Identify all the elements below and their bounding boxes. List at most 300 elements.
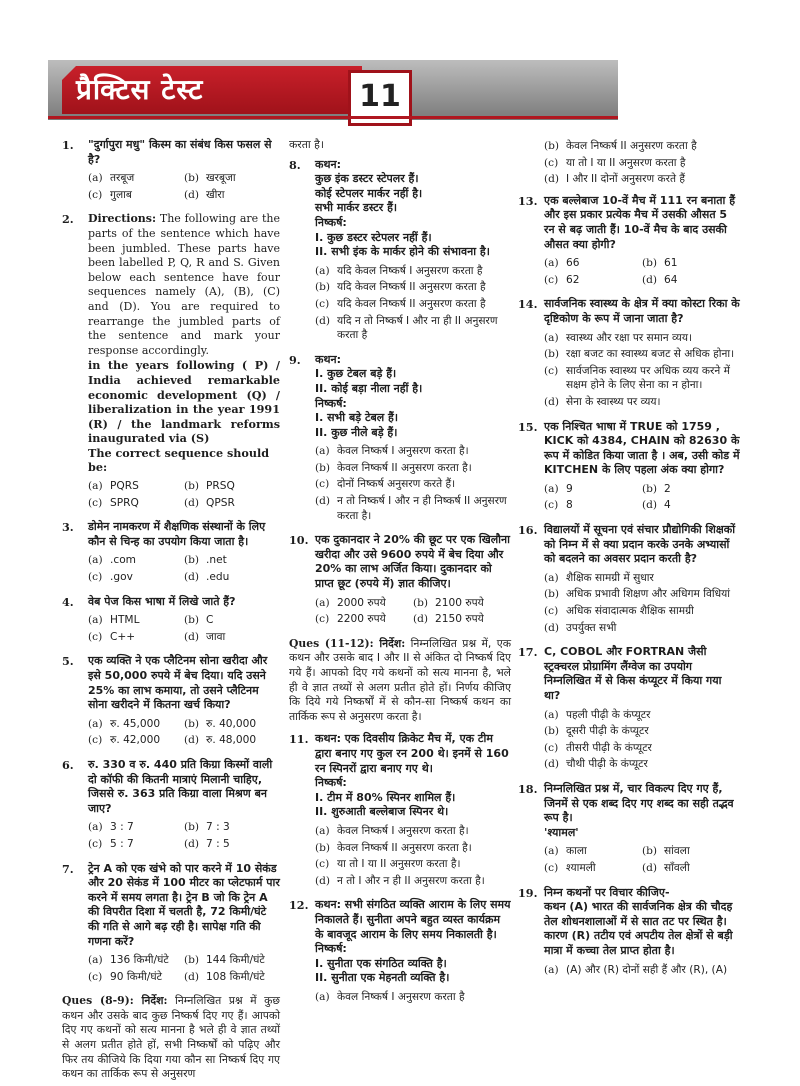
option-d: [315, 493, 511, 524]
option-text: 144 किमी/घंटे: [206, 954, 265, 967]
directions-8-9: [62, 994, 280, 1082]
option-letter: (b): [413, 596, 429, 609]
question-text: कथन: सभी संगठित व्यक्ति आराम के लिए समय निकालते हैं। सुनीता अपने बहुत व्यस्त कार्यक्रम के बावजूद आराम के लिए समय निकालती है।: [315, 898, 511, 941]
conclusions: [315, 231, 511, 260]
option-text: या तो I या II अनुसरण करता है: [566, 156, 686, 169]
option-letter: (d): [184, 837, 200, 850]
options: [88, 170, 280, 203]
question-text: "दुर्गापुरा मधु" किस्म का संबंध किस फसल से है?: [88, 138, 272, 166]
option-letter: (b): [184, 614, 200, 627]
option-b: [184, 552, 280, 569]
option-a: [88, 170, 184, 187]
question-text: निम्न कथनों पर विचार कीजिए-: [544, 885, 670, 899]
option-a: [88, 552, 184, 569]
options: [315, 263, 511, 344]
option-text: C: [206, 614, 214, 627]
option-d: [642, 860, 740, 877]
directions-text: निम्नलिखित प्रश्न में, एक कथन और उसके बाद I और II से अंकित दो निष्कर्ष दिए गये हैं। आपको दिए गये कथनों को सत्य मानना है, भले ही वे ज्ञात तथ्यों से अलग प्रतीत होते हों। निर्णय कीजिए कि दिये गये निष्कर्षों में से कौन-सा निष्कर्ष कथन का तार्किक रूप से अनुसरण करता है।: [289, 636, 512, 723]
option-d: [184, 495, 280, 512]
option-letter: (c): [88, 837, 103, 850]
option-letter: (c): [544, 364, 559, 377]
statements: [315, 367, 511, 396]
question-17: [518, 645, 740, 773]
option-letter: (a): [88, 717, 103, 730]
text-line: कोई स्टेपलर मार्कर नहीं है।: [315, 186, 423, 200]
directions-text: निम्नलिखित प्रश्न में कुछ कथन और उसके बाद कुछ निष्कर्ष दिए गए हैं। आपको दिए गए कथनों को सत्य मानना है भले ही वे ज्ञात तथ्यों से अलग प्रतीत होते हों, सभी निष्कर्षों को पढ़िए और फिर तय कीजिये कि दिया गया कौन सा निष्कर्ष दिए गए कथन का तार्किक रूप से अनुसरण: [62, 994, 280, 1081]
option-letter: (c): [315, 858, 330, 871]
option-text: यदि केवल निष्कर्ष I अनुसरण करता है: [337, 264, 483, 277]
option-text: न तो निष्कर्ष I और न ही निष्कर्ष II अनुसरण करता है।: [337, 495, 507, 522]
option-letter: (c): [315, 297, 330, 310]
option-text: 7 : 5: [206, 837, 230, 850]
option-c: [544, 740, 740, 757]
question-18: [518, 782, 740, 877]
options: [544, 707, 740, 773]
text-line: II. शुरुआती बल्लेबाज स्पिनर थे।: [315, 805, 449, 819]
option-b: [642, 255, 740, 272]
option-d: [184, 187, 280, 204]
option-letter: (c): [88, 188, 103, 201]
option-letter: (a): [88, 554, 103, 567]
question-text: C, COBOL और FORTRAN जैसी स्ट्रक्चरल प्रोग्रामिंग लैंग्वेज का उपयोग निम्नलिखित में से किस कंप्यूटर में किया गया था?: [544, 645, 722, 702]
option-text: यदि केवल निष्कर्ष II अनुसरण करता है: [337, 297, 486, 310]
option-letter: (c): [88, 496, 103, 509]
option-c: [315, 296, 511, 313]
question-12: [289, 898, 511, 1005]
option-c: [544, 272, 642, 289]
option-text: दूसरी पीढ़ी के कंप्यूटर: [566, 725, 649, 738]
directions-label: Ques (8-9): निर्देश:: [62, 994, 168, 1008]
options: [88, 612, 280, 645]
option-letter: (d): [184, 571, 200, 584]
option-a: [544, 707, 740, 724]
option-text: शैक्षिक सामग्री में सुधार: [566, 571, 654, 584]
question-1: [62, 138, 280, 203]
text-line: सभी मार्कर डस्टर हैं।: [315, 201, 398, 215]
option-text: सेना के स्वास्थ्य पर व्यय।: [566, 395, 661, 408]
option-b: [544, 586, 740, 603]
question-number: 17.: [518, 645, 538, 660]
option-a: [88, 819, 184, 836]
option-letter: (a): [315, 264, 330, 277]
option-b: [184, 478, 280, 495]
option-text: 2000 रुपये: [337, 596, 386, 609]
option-b: [184, 716, 280, 733]
option-c: [544, 497, 642, 514]
options: [88, 716, 280, 749]
option-b: [315, 460, 511, 477]
option-c: [88, 969, 184, 986]
option-c: [315, 856, 511, 873]
option-letter: (a): [544, 963, 559, 976]
option-letter: (b): [184, 554, 200, 567]
option-text: HTML: [110, 614, 140, 627]
option-letter: (a): [315, 445, 330, 458]
question-number: 16.: [518, 523, 538, 538]
column-2: [289, 138, 511, 1014]
test-number: 11: [359, 79, 401, 114]
option-letter: (b): [184, 172, 200, 185]
option-text: 5 : 7: [110, 837, 134, 850]
option-letter: (a): [315, 824, 330, 837]
options: [88, 478, 280, 511]
option-letter: (b): [184, 821, 200, 834]
question-number: 6.: [62, 757, 74, 772]
column-1: [62, 138, 280, 1086]
option-letter: (c): [88, 734, 103, 747]
option-text: जावा: [206, 630, 226, 643]
option-letter: (c): [88, 630, 103, 643]
option-letter: (a): [88, 821, 103, 834]
question-13: [518, 194, 740, 289]
option-a: [315, 443, 511, 460]
question-text: रु. 330 व रु. 440 प्रति किग्रा किस्मों वाली दो कॉफी की कितनी मात्राएं मिलानी चाहिए, जिससे रु. 363 प्रति किग्रा वाला मिश्रण बन जाए?: [88, 757, 273, 815]
option-letter: (d): [315, 874, 331, 887]
option-b: [544, 723, 740, 740]
option-a: [315, 263, 511, 280]
option-a: [88, 612, 184, 629]
option-text: दोनों निष्कर्ष अनुसरण करते हैं।: [337, 478, 456, 491]
option-letter: (c): [88, 571, 103, 584]
option-text: अधिक प्रभावी शिक्षण और अधिगम विधियां: [566, 588, 730, 601]
option-letter: (c): [315, 613, 330, 626]
option-a: [544, 570, 740, 587]
option-text: केवल निष्कर्ष II अनुसरण करता है: [566, 140, 697, 152]
option-text: यदि न तो निष्कर्ष I और ना ही II अनुसरण करता है: [337, 314, 498, 342]
option-text: PQRS: [110, 480, 139, 493]
question-number: 19.: [518, 885, 538, 900]
option-a: [544, 481, 642, 498]
option-letter: (d): [315, 495, 331, 508]
question-number: 9.: [289, 352, 301, 367]
question-12-continued: [518, 138, 740, 188]
question-16: [518, 523, 740, 636]
option-text: रु. 42,000: [110, 734, 161, 747]
options: [88, 952, 280, 985]
option-d: [184, 629, 280, 646]
option-letter: (a): [315, 990, 330, 1003]
option-letter: (c): [544, 156, 559, 169]
option-text: 66: [566, 257, 580, 270]
options: [88, 819, 280, 852]
options: [544, 330, 740, 411]
option-text: 4: [664, 499, 671, 512]
option-a: [88, 716, 184, 733]
option-text: 90 किमी/घंटे: [110, 970, 162, 983]
option-c: [315, 476, 511, 493]
option-d: [544, 756, 740, 773]
option-letter: (d): [544, 173, 560, 186]
option-c: [315, 611, 413, 628]
option-letter: (c): [544, 605, 559, 618]
directions-label: Ques (11-12): निर्देश:: [289, 636, 406, 650]
option-text: तरबूज: [110, 172, 135, 185]
question-6: [62, 758, 280, 853]
option-d: [413, 611, 511, 628]
option-c: [88, 836, 184, 853]
option-b: [642, 843, 740, 860]
option-a: [315, 989, 511, 1006]
option-letter: (b): [184, 480, 200, 493]
header-banner: [48, 60, 618, 136]
options: [544, 481, 740, 514]
question-number: 15.: [518, 419, 538, 434]
option-letter: (a): [544, 331, 559, 344]
question-number: 3.: [62, 520, 74, 535]
conclusions: [315, 411, 511, 440]
option-d: [184, 969, 280, 986]
option-c: [88, 732, 184, 749]
option-letter: (d): [413, 613, 429, 626]
option-d: [544, 394, 740, 411]
option-letter: (b): [544, 140, 560, 152]
options: [88, 552, 280, 585]
option-letter: (d): [642, 499, 658, 512]
conclusion-label: निष्कर्ष:: [315, 776, 347, 790]
question-text: सार्वजनिक स्वास्थ्य के क्षेत्र में क्या कोस्टा रिका के दृष्टिकोण के रूप में जाना जाता है?: [544, 297, 740, 325]
text-line: I. कुछ डस्टर स्टेपलर नहीं हैं।: [315, 230, 432, 244]
option-text: काला: [566, 845, 587, 858]
option-letter: (b): [642, 845, 658, 858]
option-letter: (b): [544, 588, 560, 601]
text-line: I. सुनीता एक संगठित व्यक्ति है।: [315, 956, 447, 970]
option-b: [315, 279, 511, 296]
option-text: 108 किमी/घंटे: [206, 970, 265, 983]
option-letter: (b): [184, 954, 200, 967]
question-text: [88, 212, 280, 358]
option-letter: (a): [544, 845, 559, 858]
option-b: [184, 612, 280, 629]
text-line: II. सुनीता एक मेहनती व्यक्ति है।: [315, 971, 450, 985]
option-text: .net: [206, 554, 227, 567]
conclusion-label: निष्कर्ष:: [315, 396, 347, 410]
option-letter: (c): [544, 741, 559, 754]
option-text: रु. 40,000: [206, 717, 257, 730]
option-d: [315, 873, 511, 890]
option-b: [544, 346, 740, 363]
option-b: [413, 595, 511, 612]
text-line: I. टीम में 80% स्पिनर शामिल हैं।: [315, 790, 456, 804]
text-line: I. सभी बड़े टेबल हैं।: [315, 411, 399, 425]
option-letter: (a): [88, 614, 103, 627]
text-line: कारण (R) तटीय एवं अपटीय तेल क्षेत्रों से बड़ी मात्रा में कच्चा तेल प्राप्त होता है।: [544, 929, 733, 957]
option-c: [88, 187, 184, 204]
option-text: गुलाब: [110, 188, 132, 201]
option-text: केवल निष्कर्ष I अनुसरण करता है।: [337, 824, 469, 837]
question-5: [62, 654, 280, 749]
option-d: [184, 569, 280, 586]
option-letter: (a): [88, 954, 103, 967]
options: [315, 823, 511, 889]
option-letter: (a): [88, 172, 103, 185]
option-letter: (d): [184, 970, 200, 983]
option-letter: (b): [642, 482, 658, 495]
header-underline: [48, 116, 618, 119]
option-b: [184, 819, 280, 836]
option-text: 3 : 7: [110, 821, 134, 834]
question-9: [289, 353, 511, 525]
question-number: 8.: [289, 157, 301, 172]
option-letter: (c): [315, 478, 330, 491]
jumbled-sentence: in the years following ( P) / India achieved remarkable economic development (Q) / liberalization in the year 1991 (R) / the landmark reforms inaugurated via (S): [88, 358, 280, 446]
option-text: पहली पीढ़ी के कंप्यूटर: [566, 708, 651, 721]
option-letter: (a): [315, 596, 330, 609]
option-text: .edu: [206, 571, 230, 584]
option-text: 64: [664, 273, 678, 286]
option-letter: (b): [544, 348, 560, 361]
question-text: डोमेन नामकरण में शैक्षणिक संस्थानों के लिए कौन से चिन्ह का उपयोग किया जाता है।: [88, 520, 266, 548]
assertion-reason: [544, 900, 740, 958]
question-14: [518, 297, 740, 410]
text-line: II. कोई बड़ा नीला नहीं है।: [315, 381, 423, 395]
option-d: [642, 497, 740, 514]
option-c: [544, 363, 740, 394]
option-a: [544, 843, 642, 860]
question-text: एक व्यक्ति ने एक प्लैटिनम सोना खरीदा और इसे 50,000 रुपये में बेच दिया। यदि उसने 25% का लाभ कमाया, तो उसने प्लैटिनम सोना खरीदने में कितना खर्च किया?: [88, 654, 268, 712]
option-a: [544, 330, 740, 347]
option-d: [544, 171, 740, 188]
question-text: वेब पेज किस भाषा में लिखे जाते हैं?: [88, 594, 236, 608]
option-text: श्यामली: [566, 861, 596, 874]
option-d: [184, 836, 280, 853]
question-text: एक बल्लेबाज 10-वें मैच में 111 रन बनाता हैं और इस प्रकार प्रत्येक मैच में उसकी औसत 5 रन से बढ़ जाती हैं। 10-वें मैच के बाद उसकी औसत क्या होगी?: [544, 193, 736, 251]
option-text: 2150 रुपये: [435, 613, 484, 626]
question-10: [289, 533, 511, 628]
option-letter: (d): [544, 621, 560, 634]
option-a: [544, 962, 740, 979]
option-text: रक्षा बजट का स्वास्थ्य बजट से अधिक होना।: [566, 348, 735, 361]
option-letter: (c): [544, 861, 559, 874]
option-text: केवल निष्कर्ष II अनुसरण करता है।: [337, 461, 472, 474]
option-letter: (d): [184, 188, 200, 201]
question-text: निम्नलिखित प्रश्न में, चार विकल्प दिए गए हैं, जिनमें से एक शब्द दिए गए शब्द का सही तद्भव रूप है।: [544, 781, 734, 825]
option-letter: (d): [184, 734, 200, 747]
option-letter: (b): [642, 257, 658, 270]
option-text: 136 किमी/घंटे: [110, 954, 169, 967]
option-letter: (b): [544, 725, 560, 738]
option-a: [88, 478, 184, 495]
option-text: साँवली: [664, 861, 690, 874]
options: [544, 255, 740, 288]
option-text: .gov: [110, 571, 133, 584]
conclusion-label: निष्कर्ष:: [315, 215, 347, 229]
question-number: 5.: [62, 654, 74, 669]
question-7: [62, 862, 280, 986]
option-text: 2200 रुपये: [337, 613, 386, 626]
column-3: [518, 138, 740, 987]
options: [315, 595, 511, 628]
question-text: एक निश्चित भाषा में TRUE को 1759 , KICK को 4384, CHAIN को 82630 के रूप में कोडित किया जाता है । अब, उसी कोड में KITCHEN के लिए पहला अंक क्या होगा?: [544, 419, 740, 477]
option-text: या तो I या II अनुसरण करता है।: [337, 858, 461, 871]
question-15: [518, 420, 740, 515]
option-d: [642, 272, 740, 289]
option-letter: (a): [88, 480, 103, 493]
option-b: [184, 170, 280, 187]
option-text: SPRQ: [110, 496, 139, 509]
question-text: कथन: एक दिवसीय क्रिकेट मैच में, एक टीम द्वारा बनाए गए कुल रन 200 थे। इनमें से 160 रन स्पिनरों द्वारा बनाए गए थे।: [315, 732, 509, 775]
option-text: 61: [664, 257, 678, 270]
conclusions: [315, 791, 511, 820]
question-2: [62, 212, 280, 511]
option-letter: (b): [315, 281, 331, 294]
page-title: प्रैक्टिस टेस्ट: [76, 73, 204, 106]
option-a: [315, 595, 413, 612]
options: [544, 843, 740, 876]
option-letter: (b): [184, 717, 200, 730]
option-letter: (d): [544, 758, 560, 771]
option-text: केवल निष्कर्ष II अनुसरण करता है।: [337, 841, 472, 854]
option-letter: (d): [544, 395, 560, 408]
option-text: PRSQ: [206, 480, 235, 493]
option-text: 9: [566, 482, 573, 495]
option-letter: (a): [544, 482, 559, 495]
question-text: एक दुकानदार ने 20% की छूट पर एक खिलौना खरीदा और उसे 9600 रुपये में बेच दिया और 20% का लाभ अर्जित किया। दुकानदार को प्राप्त छूट (रुपये में) ज्ञात कीजिए।: [315, 533, 510, 591]
directions-11-12: [289, 637, 511, 725]
option-c: [88, 569, 184, 586]
conclusions: [315, 957, 511, 986]
option-letter: (d): [642, 861, 658, 874]
option-text: केवल निष्कर्ष I अनुसरण करता है।: [337, 445, 469, 458]
option-c: [544, 603, 740, 620]
option-text: उपर्युक्त सभी: [566, 621, 617, 634]
option-text: रु. 48,000: [206, 734, 257, 747]
text-line: कथन (A) भारत की सार्वजनिक क्षेत्र की चौदह तेल शोधनशालाओं में से सात तट पर स्थित है।: [544, 900, 733, 928]
option-letter: (d): [642, 273, 658, 286]
options: [544, 138, 740, 188]
sequence-prompt: The correct sequence should be:: [88, 445, 270, 475]
question-number: 2.: [62, 212, 74, 227]
question-number: 18.: [518, 781, 538, 796]
option-text: 2100 रुपये: [435, 596, 484, 609]
question-number: 10.: [289, 533, 309, 548]
option-letter: (c): [88, 970, 103, 983]
text-line: II. कुछ नीले बड़े हैं।: [315, 425, 398, 439]
option-c: [88, 629, 184, 646]
option-letter: (d): [184, 630, 200, 643]
question-number: 14.: [518, 297, 538, 312]
question-4: [62, 595, 280, 646]
option-text: .com: [110, 554, 136, 567]
options: [315, 443, 511, 524]
conclusion-label: निष्कर्ष:: [315, 942, 347, 956]
question-8: [289, 158, 511, 344]
statement-label: कथन:: [315, 352, 341, 366]
option-letter: (a): [544, 708, 559, 721]
option-a: [315, 823, 511, 840]
given-word: 'श्यामल': [544, 825, 579, 839]
directions-label: Directions:: [88, 212, 157, 226]
option-text: खरबूजा: [206, 172, 236, 185]
directions-text: The following are the parts of the sentence which have been jumbled. These parts have been labelled P, Q, R and S. Given below each sentence have four sequences namely (A), (B), (C) and (D). You are required to rearrange the jumbled parts of the sentence and mark your response accordingly.: [88, 212, 280, 357]
option-text: सांवला: [664, 845, 690, 858]
directions-continuation: करता है।: [289, 138, 324, 151]
option-letter: (a): [544, 257, 559, 270]
option-letter: (d): [184, 496, 200, 509]
option-text: 7 : 3: [206, 821, 230, 834]
statements: [315, 172, 511, 216]
text-line: II. सभी इंक के मार्कर होने की संभावना है।: [315, 245, 490, 259]
question-19: [518, 886, 740, 979]
question-text: विद्यालयों में सूचना एवं संचार प्रौद्योगिकी शिक्षकों को निम्न में से क्या प्रदान करके उनके अभ्यासों को बदलने का अवसर प्रदान करती है?: [544, 523, 736, 566]
options: [315, 989, 511, 1006]
option-b: [544, 138, 740, 155]
option-text: 2: [664, 482, 671, 495]
option-text: तीसरी पीढ़ी के कंप्यूटर: [566, 741, 652, 754]
option-d: [544, 620, 740, 637]
option-letter: (b): [315, 461, 331, 474]
question-text: ट्रेन A को एक खंभे को पार करने में 10 सेकंड और 20 सेकंड में 100 मीटर का प्लेटफार्म पार करने में समय लगता है। ट्रेन B जो कि ट्रेन A की विपरीत दिशा में चलती है, 72 किमी/घंटे की गति से आगे बढ़ रही है। सापेक्ष गति की गणना करें?: [88, 861, 280, 948]
option-letter: (a): [544, 571, 559, 584]
